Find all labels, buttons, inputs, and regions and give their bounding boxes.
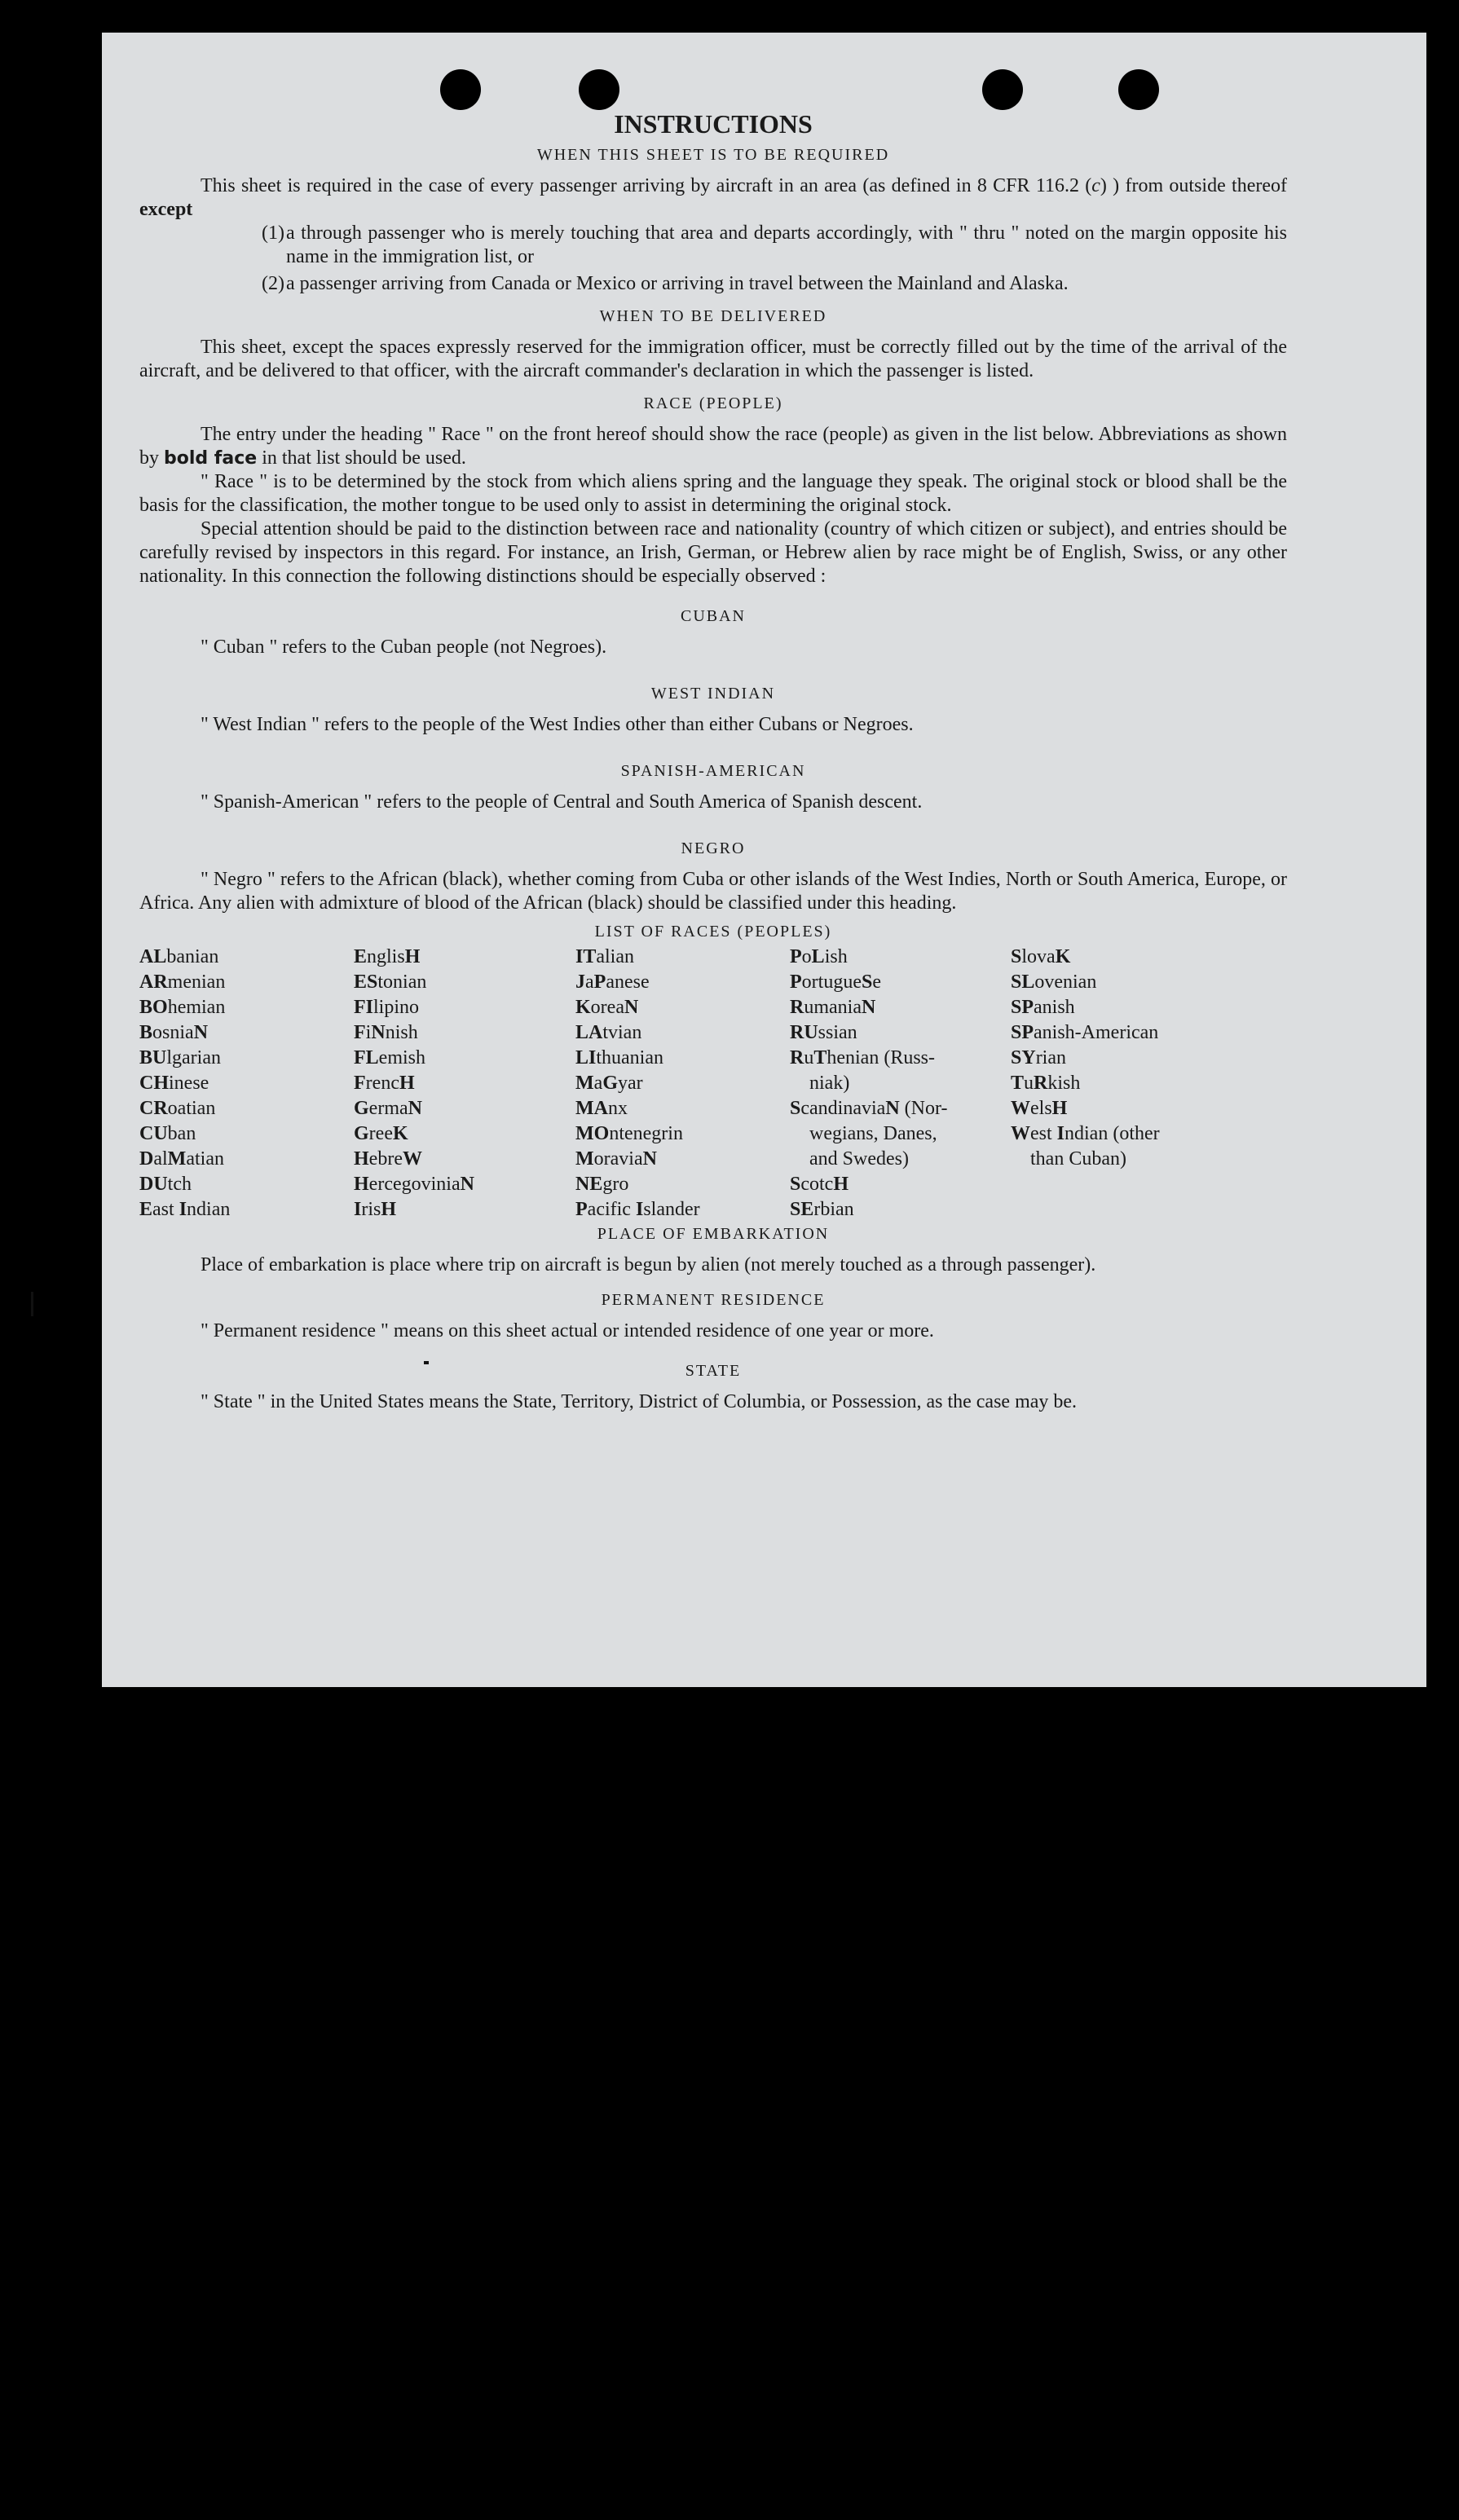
section-heading-races-list: LIST OF RACES (PEOPLES) <box>594 923 832 941</box>
punch-hole <box>982 69 1023 110</box>
race-entry: MOntenegrin <box>575 1123 683 1144</box>
section-heading-state: STATE <box>685 1362 742 1380</box>
race-entry: BOhemian <box>139 997 226 1018</box>
race-entry: ARmenian <box>139 971 226 993</box>
races-column <box>790 945 1011 1223</box>
required-intro: This sheet is required in the case of every passenger arriving by aircraft in an area (as defined in 8 CFR 116.2 (c) ) from outside thereof except <box>139 175 1287 220</box>
race-entry: CRoatian <box>139 1098 216 1119</box>
race-entry: SYrian <box>1011 1047 1066 1068</box>
race-entry: ScotcH <box>790 1174 849 1195</box>
west-indian-text: " West Indian " refers to the people of the West Indies other than either Cubans or Negroes. <box>201 714 914 735</box>
race-entry: Pacific Islander <box>575 1199 700 1220</box>
race-entry: KoreaN <box>575 997 639 1018</box>
race-entry: EStonian <box>354 971 427 993</box>
race-entry: IrisH <box>354 1199 397 1220</box>
section-heading-race: RACE (PEOPLE) <box>643 394 783 412</box>
race-entry: DalMatian <box>139 1148 224 1170</box>
section-heading-cuban: CUBAN <box>680 607 746 625</box>
race-entry: DUtch <box>139 1174 192 1195</box>
race-entry: SLovenian <box>1011 971 1097 993</box>
races-list <box>139 945 1287 1223</box>
race-entry: HercegoviniaN <box>354 1174 474 1195</box>
races-column <box>1011 945 1190 1223</box>
race-entry: CUban <box>139 1123 196 1144</box>
race-entry: CHinese <box>139 1073 209 1094</box>
spanish-american-text: " Spanish-American " refers to the people of Central and South America of Spanish descent. <box>201 791 923 813</box>
races-column <box>139 945 354 1223</box>
section-heading-delivered: WHEN TO BE DELIVERED <box>599 307 827 325</box>
race-entry: RumaniaN <box>790 997 876 1018</box>
races-column <box>575 945 790 1223</box>
race-entry: LIthuanian <box>575 1047 663 1068</box>
punch-hole <box>440 69 481 110</box>
race-entry: East Indian <box>139 1199 231 1220</box>
punch-hole <box>579 69 619 110</box>
scan-artifact <box>31 1292 33 1316</box>
section-heading-required: WHEN THIS SHEET IS TO BE REQUIRED <box>536 146 890 164</box>
race-paragraph: " Race " is to be determined by the stock from which aliens spring and the language they speak. The original stock or blood shall be the basis for the classification, the mother tongue to be used only to assist in determining the original stock. <box>139 471 1287 516</box>
race-entry: ALbanian <box>139 946 219 967</box>
race-entry: FiNnish <box>354 1022 418 1043</box>
race-entry: BUlgarian <box>139 1047 221 1068</box>
race-entry: RuThenian (Russ- niak) <box>790 1047 936 1094</box>
race-entry: PortugueSe <box>790 971 881 993</box>
cuban-text: " Cuban " refers to the Cuban people (not Negroes). <box>201 637 607 658</box>
exception-item <box>262 222 1287 269</box>
exception-text: a passenger arriving from Canada or Mexico or arriving in travel between the Mainland and Alaska. <box>286 273 1069 294</box>
page-title: INSTRUCTIONS <box>614 109 813 139</box>
delivered-text: This sheet, except the spaces expressly reserved for the immigration officer, must be correctly filled out by the time of the arrival of the aircraft, and be delivered to that officer, with the aircraft commander's declaration in which the passenger is listed. <box>139 337 1287 381</box>
residence-text: " Permanent residence " means on this sheet actual or intended residence of one year or more. <box>201 1320 934 1342</box>
race-entry: ITalian <box>575 946 634 967</box>
race-entry: MoraviaN <box>575 1148 657 1170</box>
embarkation-text: Place of embarkation is place where trip on aircraft is begun by alien (not merely touched as a through passenger). <box>201 1254 1096 1275</box>
state-text: " State " in the United States means the State, Territory, District of Columbia, or Possession, as the case may be. <box>201 1391 1078 1412</box>
section-heading-west-indian: WEST INDIAN <box>650 685 776 703</box>
race-entry: SPanish <box>1011 997 1075 1018</box>
race-entry: TuRkish <box>1011 1073 1081 1094</box>
race-entry: LAtvian <box>575 1022 642 1043</box>
race-entry: RUssian <box>790 1022 857 1043</box>
exception-text: a through passenger who is merely touching that area and departs accordingly, with " thru " noted on the margin opposite his name in the immigration list, or <box>286 222 1287 267</box>
section-heading-spanish-american: SPANISH-AMERICAN <box>620 762 806 780</box>
race-entry: GermaN <box>354 1098 422 1119</box>
exception-number: (2) <box>262 273 284 294</box>
punch-hole <box>1118 69 1159 110</box>
race-entry: WelsH <box>1011 1098 1068 1119</box>
race-entry: GreeK <box>354 1123 408 1144</box>
race-entry: West Indian (other than Cuban) <box>1011 1123 1160 1170</box>
race-entry: FLemish <box>354 1047 425 1068</box>
exception-number: (1) <box>262 222 284 244</box>
race-entry: MaGyar <box>575 1073 643 1094</box>
race-paragraph: Special attention should be paid to the distinction between race and nationality (country of which citizen or subject), and entries should be carefully revised by inspectors in this regard. For instance, an Irish, German, or Hebrew alien by race might be of English, Swiss, or any other nationality. In this connection the following distinctions should be especially observed : <box>139 518 1287 587</box>
race-entry: FrencH <box>354 1073 415 1094</box>
section-heading-embarkation: PLACE OF EMBARKATION <box>597 1225 830 1243</box>
race-entry: SErbian <box>790 1199 854 1220</box>
race-entry: NEgro <box>575 1174 629 1195</box>
race-entry: FIlipino <box>354 997 420 1018</box>
instructions-content <box>139 109 1287 1414</box>
race-entry: PoLish <box>790 946 848 967</box>
section-heading-negro: NEGRO <box>681 839 746 857</box>
race-entry: ScandinaviaN (Nor- wegians, Danes, and Swedes) <box>790 1098 948 1170</box>
race-entry: HebreW <box>354 1148 422 1170</box>
race-entry: SlovaK <box>1011 946 1071 967</box>
race-entry: BosniaN <box>139 1022 209 1043</box>
race-entry: MAnx <box>575 1098 628 1119</box>
race-paragraph: The entry under the heading " Race " on the front hereof should show the race (people) as given in the list below. Abbreviations as shown by bold face in that list should be used. <box>139 424 1287 469</box>
race-entry: SPanish-American <box>1011 1022 1159 1043</box>
exception-item <box>262 272 1287 296</box>
races-column <box>354 945 575 1223</box>
race-entry: JaPanese <box>575 971 650 993</box>
race-entry: EnglisH <box>354 946 421 967</box>
section-heading-residence: PERMANENT RESIDENCE <box>601 1291 826 1309</box>
negro-text: " Negro " refers to the African (black), whether coming from Cuba or other islands of the West Indies, North or South America, Europe, or Africa. Any alien with admixture of blood of the African (black) should be classified under this heading. <box>139 869 1287 914</box>
